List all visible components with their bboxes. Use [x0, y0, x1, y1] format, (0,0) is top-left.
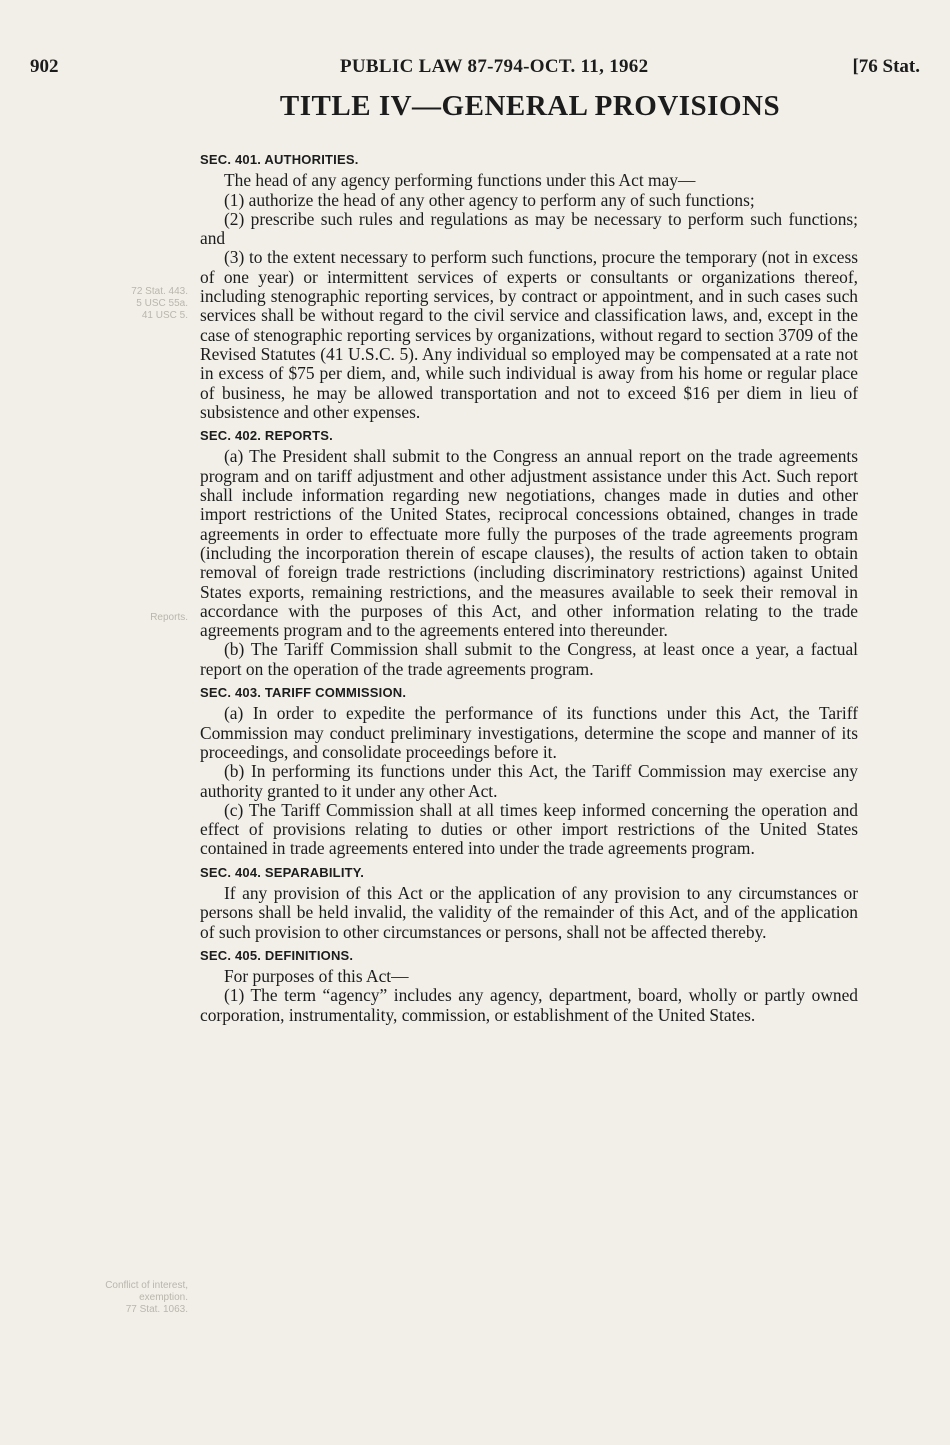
section-heading: SEC. 402. REPORTS. — [200, 428, 333, 444]
margin-note-text: 72 Stat. 443. 5 USC 55a. 41 USC 5. — [131, 286, 188, 321]
running-header — [30, 56, 920, 86]
running-title: PUBLIC LAW 87-794-OCT. 11, 1962 — [340, 56, 649, 77]
section-heading: SEC. 403. TARIFF COMMISSION. — [200, 685, 407, 701]
margin-note-text: Conflict of interest, exemption. 77 Stat. 1063. — [105, 1280, 188, 1315]
paragraph: (1) The term “agency” includes any agency, department, board, wholly or partly owned corporation, instrumentality, commission, or establishment of the United States. — [200, 985, 858, 1025]
paragraph: (b) The Tariff Commission shall submit to the Congress, at least once a year, a factual report on the operation of the trade agreements program. — [200, 639, 858, 679]
page-number: 902 — [30, 56, 59, 77]
paragraph: (1) authorize the head of any other agency to perform any of such functions; — [224, 189, 755, 210]
paragraph: (b) In performing its functions under this Act, the Tariff Commission may exercise any authority granted to it under any other Act. — [200, 761, 858, 801]
section-heading: SEC. 404. SEPARABILITY. — [200, 864, 365, 880]
margin-note-conflict — [70, 1280, 188, 1316]
stat-reference: [76 Stat. — [852, 56, 920, 77]
paragraph: The head of any agency performing functions under this Act may— — [224, 170, 696, 191]
paragraph: For purposes of this Act— — [224, 966, 409, 987]
paragraph: (3) to the extent necessary to perform such functions, procure the temporary (not in excess of one year) or intermittent services of experts or consultants or organizations thereof, including stenographic reporting services, by contract or appointment, and in such cases such services shall be without regard to the civil service and classification laws, and, except in the case of stenographic reporting services by organizations, without regard to section 3709 of the Revised Statutes (41 U.S.C. 5). Any individual so employed may be compensated at a rate not in excess of $75 per diem, and, while such individual is away from his home or regular place of business, he may be allowed transportation and not to exceed $16 per diem in lieu of subsistence and other expenses. — [200, 247, 858, 422]
margin-note-citation — [88, 286, 188, 322]
body-text — [200, 146, 858, 1025]
title-heading: TITLE IV—GENERAL PROVISIONS — [279, 90, 781, 122]
section-heading: SEC. 401. AUTHORITIES. — [200, 152, 359, 167]
paragraph: (c) The Tariff Commission shall at all times keep informed concerning the operation and effect of provisions relating to duties or other import restrictions of the United States contained in trade agreements entered into under the trade agreements program. — [200, 799, 858, 859]
paragraph: (2) prescribe such rules and regulations as may be necessary to perform such functions; and — [200, 208, 858, 249]
margin-note-reports — [88, 612, 188, 624]
margin-note-text: Reports. — [150, 612, 188, 623]
paragraph: (a) In order to expedite the performance of its functions under this Act, the Tariff Commission may conduct preliminary investigations, determine the scope and manner of its proceedings, and consolidate proceedings before it. — [200, 703, 858, 762]
paragraph: (a) The President shall submit to the Congress an annual report on the trade agreements program and on tariff adjustment and other adjustment assistance under this Act. Such report shall include information regarding new negotiations, changes made in duties and other import restrictions of the United States, reciprocal concessions obtained, changes in trade agreements in order to effectuate more fully the purposes of the trade agreements program (including the incorporation therein of escape clauses), the results of action taken to obtain removal of foreign trade restrictions (including discriminatory restrictions) against United States exports, remaining restrictions, and the measures available to seek their removal in accordance with the purposes of this Act, and other information relating to the trade agreements program and to the agreements entered into thereunder. — [200, 446, 858, 641]
section-heading: SEC. 405. DEFINITIONS. — [200, 947, 354, 963]
paragraph: If any provision of this Act or the application of any provision to any circumstances or persons shall be held invalid, the validity of the remainder of this Act, and of the application of such provision to other circumstances or persons, shall not be affected thereby. — [200, 882, 858, 942]
